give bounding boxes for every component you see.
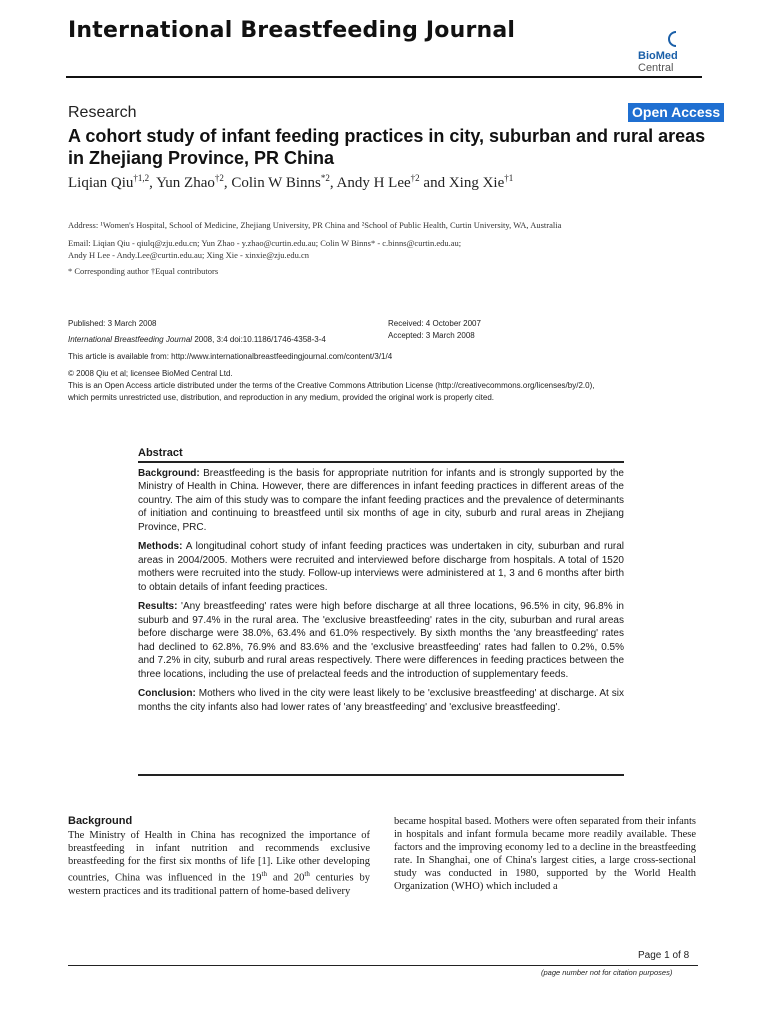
author-affiliation-mark: †2: [410, 173, 420, 183]
body-column-right: became hospital based. Mothers were often separated from their infants in hospitals and infant formula became more readily available. These factors and the improving economy led to a decline in the breastfeeding rate. In Shanghai, one of China's largest cities, a large cross-sectional study was conducted in 1980, supported by the World Health Organization (WHO) which included a: [394, 816, 696, 892]
corresponding-note: * Corresponding author †Equal contributors: [68, 266, 219, 276]
abstract-methods: Methods: A longitudinal cohort study of infant feeding practices was undertaken in city, suburban and rural areas in 2004/2005. Mothers were recruited and interviewed before discharge from hospitals. A total of 1520 mothers were recruited into the study. Follow-up interviews were administered at 1, 3 and 6 months after birth to obtain details of infant feeding practices.: [138, 541, 624, 593]
body-column-left: Background The Ministry of Health in China has recognized the importance of breastfeeding in infant nutrition and recommends exclusive breastfeeding for the first six months of life [1]. Like other developing countries, China was influenced in the 19th and 20th centuries by western practices and its traditional pattern of home-based delivery: [68, 815, 370, 897]
abstract-top-rule: [138, 461, 624, 463]
license-line[interactable]: This is an Open Access article distributed under the terms of the Creative Commons Attribution License (http://creativecommons.org/licenses/by/2.0),: [68, 381, 595, 390]
author-affiliation-mark: †1,2: [133, 173, 150, 183]
author-affiliation-mark: †2: [214, 173, 224, 183]
abstract-heading: Abstract: [138, 447, 183, 459]
article-title: A cohort study of infant feeding practices in city, suburban and rural areas in Zhejiang Province, PR China: [68, 126, 706, 168]
author-name: Yun Zhao: [156, 175, 215, 191]
abstract-bottom-rule: [138, 774, 624, 776]
author-affiliation-mark: *2: [320, 173, 330, 183]
page-number: Page 1 of 8: [638, 950, 690, 961]
abstract-body: [138, 467, 624, 715]
journal-title: International Breastfeeding Journal: [68, 18, 516, 43]
abstract-box: [138, 447, 624, 720]
citation-journal: International Breastfeeding Journal: [68, 335, 193, 344]
author-affiliation-mark: †1: [504, 173, 514, 183]
body-text: The Ministry of Health in China has recognized the importance of breastfeeding in infant nutrition and recommends exclusive breastfeeding for the first six months of life [1]. Like other developing countries, China was influenced in the: [68, 830, 370, 884]
page-number-note: (page number not for citation purposes): [541, 968, 673, 977]
biomed-logo-text: BioMed Central: [638, 50, 678, 74]
section-heading-background: Background: [68, 815, 133, 827]
abstract-background: Background: Breastfeeding is the basis for appropriate nutrition for infants and is strongly supported by the Ministry of Health in China. However, there are differences in infant feeding practices in different areas of the country. The aim of this study was to compare the infant feeding practices and the prevalence of determinants of initiation and continuing to breastfeed until six months of age in city, suburb and rural areas in Zhejiang Province, PRC.: [138, 467, 624, 533]
availability-url[interactable]: This article is available from: http://www.internationalbreastfeedingjournal.com/content/3/1/4: [68, 352, 393, 361]
citation-line: [68, 334, 326, 346]
abstract-results: Results: 'Any breastfeeding' rates were high before discharge at all three locations, 96.5% in city, 96.8% in suburb and 97.4% in the rural area. The 'exclusive breastfeeding' rates in the city, suburban and rural areas before discharge were 38.0%, 63.4% and 61.0% respectively. By sixth months the 'any breastfeeding' rates had declined to 62.8%, 76.9% and 83.6% and the 'exclusive breastfeeding' rates had fallen to 0.2%, 0.5% and 7.2% in city, suburb and rural areas respectively. There were differences in feeding practices between the three locations, including the use of prelacteal feeds and the introduction of supplementary feeds.: [138, 601, 624, 680]
citation-details: 2008, 3:4 doi:10.1186/1746-4358-3-4: [192, 335, 326, 344]
published-date: Published: 3 March 2008: [68, 319, 157, 328]
article-type: Research: [68, 104, 137, 121]
emails-line-2[interactable]: Andy H Lee - Andy.Lee@curtin.edu.au; Xing Xie - xinxie@zju.edu.cn: [68, 250, 309, 260]
biomed-central-logo: [630, 28, 710, 74]
author-name: Xing Xie: [448, 175, 505, 191]
emails-line-1[interactable]: Email: Liqian Qiu - qiulq@zju.edu.cn; Yun Zhao - y.zhao@curtin.edu.au; Colin W Binns* - c.binns@curtin.edu.au;: [68, 238, 462, 248]
author-address: Address: ¹Women's Hospital, School of Medicine, Zhejiang University, PR China and ²School of Public Health, Curtin University, WA, Australia: [68, 220, 562, 230]
abstract-conclusion: Conclusion: Mothers who lived in the city were least likely to be 'exclusive breastfeeding' at discharge. At six months the city infants also had lower rates of 'any breastfeeding' and 'exclusive breastfeeding'.: [138, 688, 624, 713]
header-divider: [66, 76, 702, 78]
open-access-badge: Open Access: [628, 103, 724, 122]
received-accepted-dates: [388, 318, 481, 342]
copyright-line: © 2008 Qiu et al; licensee BioMed Central Ltd.: [68, 369, 233, 378]
author-emails: [68, 237, 708, 261]
accepted-date: Accepted: 3 March 2008: [388, 331, 475, 340]
received-date: Received: 4 October 2007: [388, 319, 481, 328]
author-name: Colin W Binns: [231, 175, 321, 191]
author-name: Liqian Qiu: [68, 175, 134, 191]
copyright-notice: [68, 368, 718, 404]
author-list: Liqian Qiu$^{\dagger 1,2}$, Yun Zhao$^{\dagger 2}$, Colin W Binns$^{*2}$, Andy H Lee$^{\dagger 2}$ and Xing Xie$^{\dagger 1}$: [68, 173, 514, 191]
biomed-arc-icon: [666, 30, 682, 48]
footer-divider: [68, 965, 698, 966]
author-name: Andy H Lee: [336, 175, 411, 191]
license-line-2: which permits unrestricted use, distribution, and reproduction in any medium, provided the original work is properly cited.: [68, 393, 494, 402]
